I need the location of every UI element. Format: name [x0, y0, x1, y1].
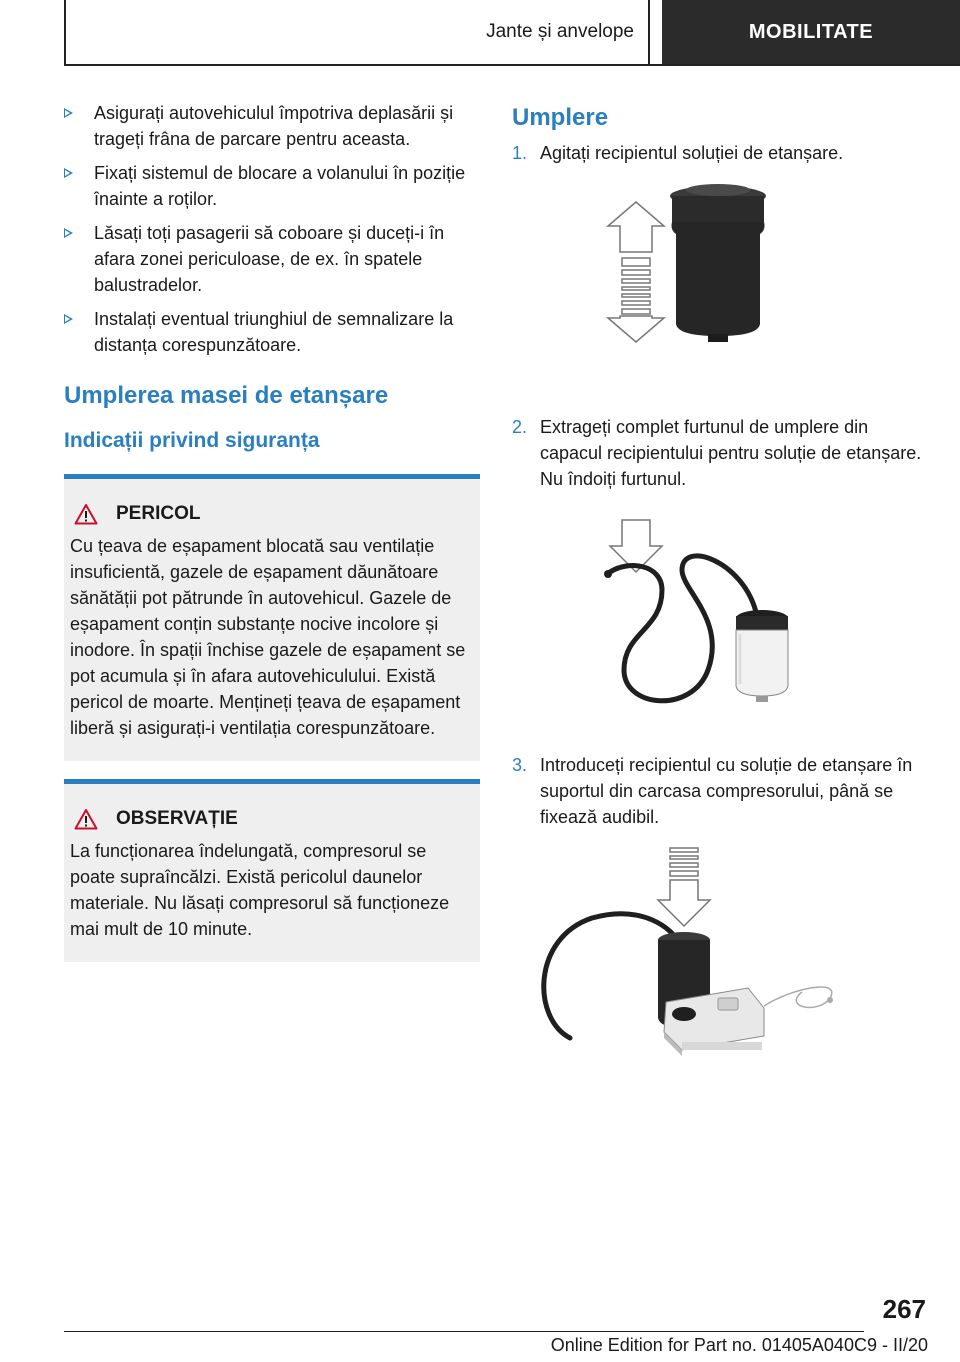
figure-insert-bottle: [512, 838, 928, 1068]
bullet-item: [64, 160, 480, 212]
danger-heading: [70, 503, 474, 525]
header-section-title: Jante și anvelope: [486, 21, 634, 42]
danger-body: Cu țeava de eșapament blocată sau ventilație insuficientă, gazele de eșapament dăunătoare sănătății pot pătrunde în autovehicul. Gazele de eșapament conțin substanțe nocive incolore și inodore. În spații închise gazele de eșapament se pot acumula și în afara autovehiculului. Există pericol de moarte. Mențineți țeava de eșapament liberă și asigurați-i ventilația corespunzătoare.: [70, 536, 466, 738]
bullet-triangle-icon: [64, 314, 73, 324]
bullet-text: Lăsați toți pasagerii să coboare și duceți-i în afara zonei periculoase, de ex. în spatele balustradelor.: [94, 223, 445, 295]
figure-shake-bottle: [512, 174, 928, 408]
bullet-text: Asigurați autovehiculul împotriva deplasării și trageți frâna de parcare pentru aceasta.: [94, 103, 454, 149]
extract-hose-illustration: [512, 500, 928, 746]
danger-box: [64, 474, 480, 761]
header-rule: [64, 64, 960, 66]
step-item: [512, 414, 928, 492]
bullet-text: Fixați sistemul de blocare a volanului în poziție înainte a roților.: [94, 163, 466, 209]
bullet-text: Instalați eventual triunghiul de semnalizare la distanța corespunzătoare.: [94, 309, 454, 355]
left-column: [64, 100, 480, 962]
bullet-item: [64, 306, 480, 358]
shake-bottle-illustration: [512, 174, 928, 408]
right-column: [512, 100, 928, 1068]
footer-edition: Online Edition for Part no. 01405A040C9 - II/20: [550, 1335, 928, 1355]
section-title: Umplerea masei de etanșare: [64, 382, 389, 409]
bullet-triangle-icon: [64, 228, 73, 238]
bullet-triangle-icon: [64, 108, 73, 118]
step-text: Introduceți recipientul cu soluție de etanșare în suportul din carcasa compresorului, până se fixează audibil.: [540, 755, 913, 827]
step-text: Extrageți complet furtunul de umplere din capacul recipientului pentru soluție de etanșare. Nu îndoiți furtunul.: [540, 417, 922, 489]
step-number: 3.: [512, 755, 528, 775]
footer-rule: [64, 1331, 864, 1332]
step-number: 2.: [512, 417, 528, 437]
notice-heading: [70, 808, 474, 830]
figure-extract-hose: [512, 500, 928, 746]
notice-body: La funcționarea îndelungată, compresorul se poate supraîncălzi. Există pericolul daunelor materiale. Nu lăsați compresorul să funcționeze mai mult de 10 minute.: [70, 841, 450, 939]
fill-title: Umplere: [512, 104, 609, 131]
danger-title: PERICOL: [116, 503, 201, 524]
header-chapter-title: MOBILITATE: [662, 0, 960, 64]
page-number: 267: [882, 1294, 926, 1324]
step-item: [512, 140, 928, 166]
preparation-bullet-list: [64, 100, 480, 358]
safety-subtitle: Indicații privind siguranța: [64, 429, 320, 452]
warning-triangle-icon: [74, 808, 98, 830]
bullet-triangle-icon: [64, 168, 73, 178]
header-separator: [648, 0, 650, 66]
bullet-item: [64, 220, 480, 298]
step-number: 1.: [512, 143, 528, 163]
step-item: [512, 752, 928, 830]
notice-title: OBSERVAȚIE: [116, 808, 238, 829]
notice-box: [64, 779, 480, 962]
warning-triangle-icon: [74, 503, 98, 525]
bullet-item: [64, 100, 480, 152]
step-text: Agitați recipientul soluției de etanșare.: [540, 143, 844, 163]
insert-bottle-illustration: [512, 838, 928, 1068]
